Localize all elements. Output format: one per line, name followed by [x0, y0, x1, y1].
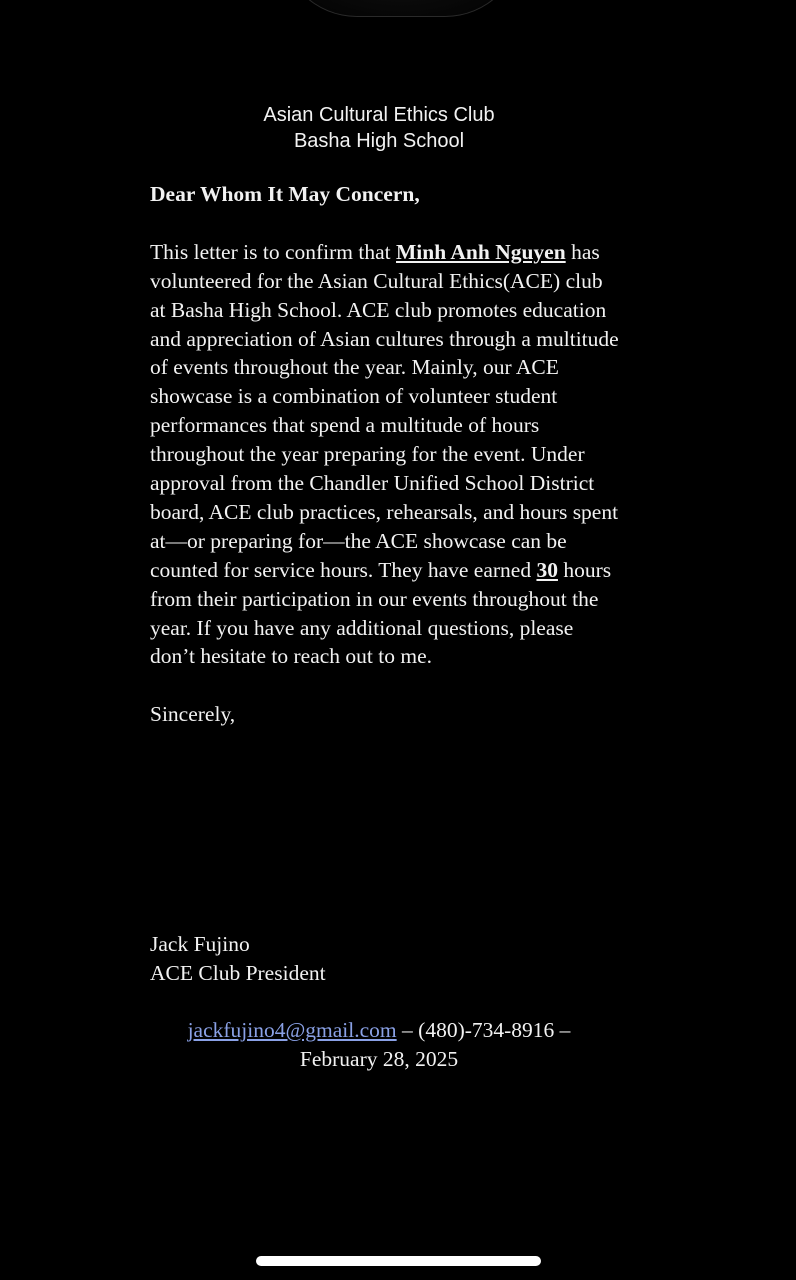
phone-number: – (480)-734-8916 –	[396, 1018, 571, 1042]
letter-body	[150, 238, 620, 672]
service-hours: 30	[536, 557, 558, 582]
body-text-part3: hours from their participation in our events throughout the year. If you have any additional questions, please don’t hesitate to reach out to me.	[150, 557, 612, 669]
home-indicator[interactable]	[256, 1256, 541, 1266]
email-link[interactable]: jackfujino4@gmail.com	[187, 1018, 397, 1042]
closing: Sincerely,	[150, 702, 236, 727]
letter-content	[150, 180, 620, 729]
signer-name: Jack Fujino	[150, 932, 250, 956]
contact-footer	[0, 1016, 758, 1074]
salutation: Dear Whom It May Concern,	[150, 182, 420, 206]
contact-line	[0, 1016, 758, 1045]
student-name: Minh Anh Nguyen	[396, 239, 566, 264]
club-name: Asian Cultural Ethics Club	[263, 104, 495, 126]
school-name: Basha High School	[293, 130, 465, 152]
letterhead	[0, 102, 758, 154]
signer-title: ACE Club President	[150, 960, 326, 985]
body-text-part2: has volunteered for the Asian Cultural Ethics(ACE) club at Basha High School. ACE club promotes education and appreciation of Asian cultures through a multitude of events throughout the year. Mainly, our ACE showcase is a combination of volunteer student performances that spend a multitude of hours throughout the year preparing for the event. Under approval from the Chandler Unified School District board, ACE club practices, rehearsals, and hours spent at—or preparing for—the ACE showcase can be counted for service hours. They have earned	[150, 239, 619, 582]
club-logo	[280, 0, 522, 17]
letter-date: February 28, 2025	[299, 1046, 459, 1071]
signature-block	[150, 930, 326, 988]
body-text-part1: This letter is to confirm that	[150, 239, 397, 264]
